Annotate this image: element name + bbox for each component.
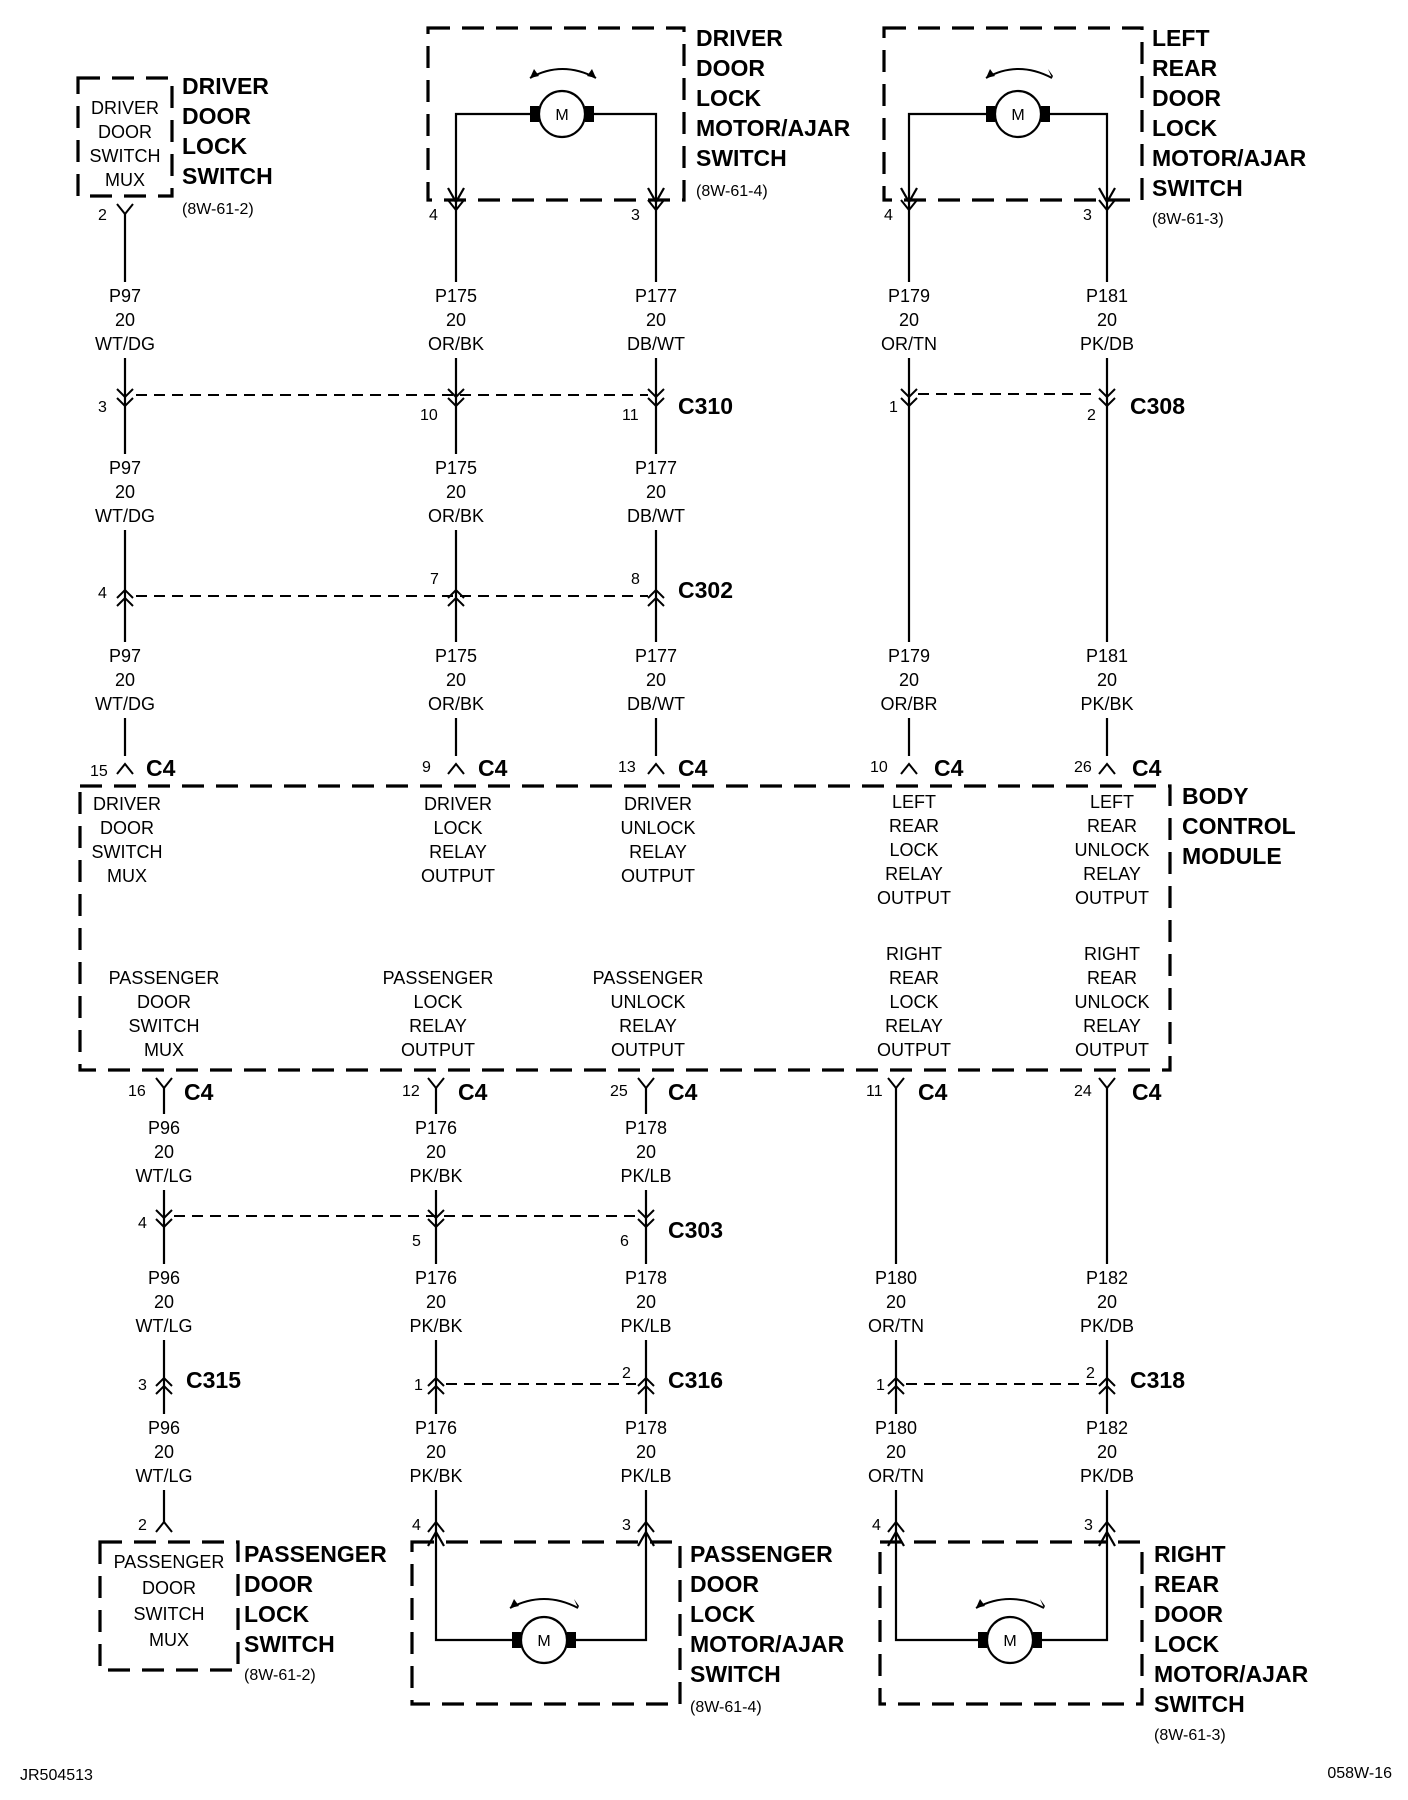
pin-number: 2 (138, 1517, 147, 1534)
wire-label (128, 1114, 200, 1190)
pin-number: 4 (884, 207, 893, 224)
bcm-output-label: SWITCH (128, 1016, 200, 1036)
driver-door-lock-switch (90, 73, 273, 218)
svg-text:P179: P179 (887, 646, 931, 666)
component-title: REAR (1152, 55, 1218, 81)
pin-number: 25 (610, 1083, 628, 1100)
svg-text:20: 20 (645, 670, 667, 690)
wire-label (620, 454, 692, 530)
pin-number: 3 (138, 1377, 147, 1394)
svg-text:OR/BR: OR/BR (880, 694, 938, 714)
svg-text:20: 20 (153, 1142, 175, 1162)
bcm-output-label: OUTPUT (611, 1040, 685, 1060)
bcm-output-label: LOCK (889, 840, 939, 860)
svg-text:P177: P177 (634, 286, 678, 306)
bcm-output-label: SWITCH (91, 842, 163, 862)
svg-text:OR/BK: OR/BK (427, 506, 485, 526)
svg-text:20: 20 (885, 1442, 907, 1462)
svg-text:P181: P181 (1085, 646, 1129, 666)
connector-label: C303 (668, 1217, 723, 1243)
pin-number: 3 (1084, 1517, 1093, 1534)
component-title: MOTOR/AJAR (1152, 145, 1307, 171)
bcm-output-label: PASSENGER (108, 968, 220, 988)
bcm-output-label: RELAY (429, 842, 487, 862)
connector-label: C4 (184, 1079, 214, 1105)
component-title: SWITCH (1152, 175, 1243, 201)
svg-text:PK/LB: PK/LB (620, 1166, 672, 1186)
component-title: REAR (1154, 1571, 1220, 1597)
component-title: SWITCH (696, 145, 787, 171)
svg-text:P96: P96 (147, 1418, 181, 1438)
component-ref: (8W-61-4) (696, 183, 768, 200)
wire-label (610, 1264, 682, 1340)
switch-inner-label: SWITCH (133, 1604, 205, 1624)
component-ref: (8W-61-2) (182, 201, 254, 218)
component-title: RIGHT (1154, 1541, 1226, 1567)
svg-text:DB/WT: DB/WT (627, 334, 685, 354)
bcm-output-label: LEFT (891, 792, 937, 812)
bcm-output-label: DOOR (100, 818, 154, 838)
switch-inner-label: MUX (149, 1630, 189, 1650)
component-title: LOCK (182, 133, 248, 159)
bcm-output-label: OUTPUT (621, 866, 695, 886)
svg-text:P178: P178 (624, 1268, 668, 1288)
bcm-output-label: UNLOCK (1074, 840, 1150, 860)
svg-text:P180: P180 (874, 1418, 918, 1438)
pin-number: 9 (422, 759, 431, 776)
bcm-output-label: UNLOCK (610, 992, 686, 1012)
bcm-output-label: OUTPUT (1075, 888, 1149, 908)
bcm-output-label: OUTPUT (421, 866, 495, 886)
component-ref: (8W-61-2) (244, 1667, 316, 1684)
component-title: LOCK (696, 85, 762, 111)
svg-text:20: 20 (445, 670, 467, 690)
svg-text:20: 20 (114, 482, 136, 502)
svg-text:P182: P182 (1085, 1418, 1129, 1438)
svg-text:WT/DG: WT/DG (95, 694, 155, 714)
component-title: SWITCH (1154, 1691, 1245, 1717)
component-title: SWITCH (182, 163, 273, 189)
svg-text:20: 20 (898, 670, 920, 690)
svg-text:WT/DG: WT/DG (95, 506, 155, 526)
svg-text:PK/BK: PK/BK (1080, 694, 1134, 714)
svg-text:OR/TN: OR/TN (868, 1466, 924, 1486)
bcm-output-label: RIGHT (886, 944, 942, 964)
pin-number: 3 (622, 1517, 631, 1534)
wire-label (860, 1414, 932, 1490)
svg-text:PK/BK: PK/BK (409, 1466, 463, 1486)
wire-label (128, 1414, 200, 1490)
bcm-output-label: REAR (888, 968, 940, 988)
svg-text:P177: P177 (634, 646, 678, 666)
footer-right-code: 058W-16 (1327, 1765, 1392, 1782)
svg-text:DB/WT: DB/WT (627, 694, 685, 714)
connector-label: C4 (668, 1079, 698, 1105)
bcm-output-label: DRIVER (423, 794, 493, 814)
driver-door-motor (448, 69, 664, 210)
connector-label: C302 (678, 577, 733, 603)
svg-text:P176: P176 (414, 1268, 458, 1288)
pin-number: 24 (1074, 1083, 1092, 1100)
wire-label (89, 642, 161, 718)
bcm-output-label: RELAY (1083, 1016, 1141, 1036)
wire-label (620, 282, 692, 358)
pin-numbers (90, 207, 1096, 1534)
svg-text:P178: P178 (624, 1418, 668, 1438)
pin-number: 11 (866, 1083, 883, 1100)
bcm-output-label: RELAY (885, 1016, 943, 1036)
bcm-output-label: DOOR (137, 992, 191, 1012)
svg-text:P96: P96 (147, 1118, 181, 1138)
pin-number: 7 (430, 571, 439, 588)
svg-text:OR/BK: OR/BK (427, 694, 485, 714)
svg-text:P178: P178 (624, 1118, 668, 1138)
svg-text:20: 20 (635, 1142, 657, 1162)
bcm-title: CONTROL (1182, 813, 1296, 839)
pin-number: 1 (889, 399, 898, 416)
left-rear-door-motor (901, 69, 1115, 210)
svg-text:OR/TN: OR/TN (881, 334, 937, 354)
wire-label (89, 282, 161, 358)
svg-text:20: 20 (645, 482, 667, 502)
svg-text:P175: P175 (434, 646, 478, 666)
svg-text:PK/BK: PK/BK (409, 1166, 463, 1186)
svg-text:20: 20 (635, 1292, 657, 1312)
bcm-output-label: UNLOCK (1074, 992, 1150, 1012)
pin-number: 4 (138, 1215, 147, 1232)
switch-inner-label: DRIVER (90, 98, 160, 118)
svg-text:20: 20 (425, 1292, 447, 1312)
wire-label (1071, 1414, 1143, 1490)
svg-text:20: 20 (885, 1292, 907, 1312)
connector-label: C4 (146, 755, 176, 781)
connector-label: C318 (1130, 1367, 1185, 1393)
pin-number: 2 (1087, 407, 1096, 424)
connector-label: C4 (678, 755, 708, 781)
wire-label (610, 1414, 682, 1490)
component-title: DOOR (182, 103, 251, 129)
bcm-title: BODY (1182, 783, 1249, 809)
bcm-output-label: DRIVER (623, 794, 693, 814)
svg-text:P175: P175 (434, 458, 478, 478)
wire-labels (89, 282, 1143, 1490)
pin-number: 4 (872, 1517, 881, 1534)
svg-text:PK/DB: PK/DB (1079, 1316, 1135, 1336)
connector-names (146, 393, 1185, 1393)
wire-label (873, 642, 945, 718)
svg-text:PK/BK: PK/BK (409, 1316, 463, 1336)
svg-text:DB/WT: DB/WT (627, 506, 685, 526)
component-title: SWITCH (690, 1661, 781, 1687)
bcm-output-label: DRIVER (92, 794, 162, 814)
svg-text:WT/DG: WT/DG (95, 334, 155, 354)
svg-text:20: 20 (114, 310, 136, 330)
bcm-output-label: PASSENGER (592, 968, 704, 988)
svg-text:PK/DB: PK/DB (1079, 1466, 1135, 1486)
connector-label: C4 (1132, 755, 1162, 781)
svg-text:20: 20 (153, 1442, 175, 1462)
component-title: DOOR (1154, 1601, 1223, 1627)
component-title: DOOR (696, 55, 765, 81)
bcm-output-label: RELAY (409, 1016, 467, 1036)
svg-text:P175: P175 (434, 286, 478, 306)
svg-text:PK/LB: PK/LB (620, 1466, 672, 1486)
body-control-module (92, 783, 1296, 1060)
svg-text:P97: P97 (108, 646, 142, 666)
component-title: PASSENGER (690, 1541, 833, 1567)
wire-label (420, 642, 492, 718)
bcm-output-label: OUTPUT (1075, 1040, 1149, 1060)
bcm-output-label: LOCK (889, 992, 939, 1012)
wire-label (1071, 1264, 1143, 1340)
wire-label (1071, 642, 1143, 718)
wire-label (610, 1114, 682, 1190)
pin-number: 3 (631, 207, 640, 224)
svg-text:P176: P176 (414, 1418, 458, 1438)
bcm-output-label: OUTPUT (401, 1040, 475, 1060)
bcm-output-label: RELAY (885, 864, 943, 884)
connector-links (136, 394, 1098, 1384)
svg-text:WT/LG: WT/LG (135, 1316, 193, 1336)
switch-inner-label: PASSENGER (113, 1552, 225, 1572)
pin-number: 2 (622, 1365, 631, 1382)
wire-label (89, 454, 161, 530)
footer-left-code: JR504513 (20, 1767, 93, 1784)
bcm-output-label: UNLOCK (620, 818, 696, 838)
pin-number: 26 (1074, 759, 1092, 776)
bcm-output-label: MUX (144, 1040, 184, 1060)
component-title: LOCK (1152, 115, 1218, 141)
switch-inner-label: MUX (105, 170, 145, 190)
bcm-output-label: RELAY (629, 842, 687, 862)
svg-text:20: 20 (114, 670, 136, 690)
svg-text:20: 20 (425, 1142, 447, 1162)
pin-number: 5 (412, 1233, 421, 1250)
svg-text:P180: P180 (874, 1268, 918, 1288)
pin-number: 11 (622, 407, 639, 424)
wire-label (128, 1264, 200, 1340)
connector-label: C316 (668, 1367, 723, 1393)
component-title: LEFT (1152, 25, 1210, 51)
passenger-door-lock-motor-text (690, 1541, 845, 1716)
connector-label: C4 (918, 1079, 948, 1105)
component-title: MOTOR/AJAR (1154, 1661, 1309, 1687)
switch-inner-label: SWITCH (89, 146, 161, 166)
connector-label: C4 (1132, 1079, 1162, 1105)
wire-label (873, 282, 945, 358)
switch-inner-label: DOOR (142, 1578, 196, 1598)
pin-number: 6 (620, 1233, 629, 1250)
component-title: LOCK (1154, 1631, 1220, 1657)
component-title: LOCK (690, 1601, 756, 1627)
pin-number: 1 (414, 1377, 423, 1394)
component-title: PASSENGER (244, 1541, 387, 1567)
bcm-output-label: OUTPUT (877, 888, 951, 908)
wire-label (1071, 282, 1143, 358)
wire-label (620, 642, 692, 718)
svg-text:P97: P97 (108, 458, 142, 478)
bcm-output-label: LOCK (413, 992, 463, 1012)
pin-number: 1 (876, 1377, 885, 1394)
pin-number: 13 (618, 759, 636, 776)
svg-text:20: 20 (1096, 1292, 1118, 1312)
wire-label (860, 1264, 932, 1340)
motor-symbol-label: M (537, 1633, 551, 1650)
svg-text:PK/DB: PK/DB (1079, 334, 1135, 354)
wire-label (420, 454, 492, 530)
pin-number: 4 (98, 585, 107, 602)
svg-text:20: 20 (445, 310, 467, 330)
component-title: LOCK (244, 1601, 310, 1627)
component-title: DRIVER (696, 25, 783, 51)
svg-text:20: 20 (1096, 1442, 1118, 1462)
pin-number: 12 (402, 1083, 420, 1100)
bcm-output-label: REAR (888, 816, 940, 836)
pin-number: 10 (420, 407, 438, 424)
component-ref: (8W-61-3) (1154, 1727, 1226, 1744)
pin-number: 4 (429, 207, 438, 224)
switch-inner-label: DOOR (98, 122, 152, 142)
wire-label (400, 1414, 472, 1490)
bcm-output-label: RELAY (619, 1016, 677, 1036)
svg-text:P181: P181 (1085, 286, 1129, 306)
svg-text:20: 20 (445, 482, 467, 502)
svg-text:OR/TN: OR/TN (868, 1316, 924, 1336)
svg-text:PK/LB: PK/LB (620, 1316, 672, 1336)
pin-number: 3 (1083, 207, 1092, 224)
right-rear-door-lock-motor-text (1154, 1541, 1309, 1744)
svg-text:P179: P179 (887, 286, 931, 306)
component-title: MOTOR/AJAR (690, 1631, 845, 1657)
svg-text:P182: P182 (1085, 1268, 1129, 1288)
bcm-output-label: REAR (1086, 816, 1138, 836)
left-rear-door-lock-motor-text (1152, 25, 1307, 228)
connector-label: C315 (186, 1367, 241, 1393)
component-ref: (8W-61-4) (690, 1699, 762, 1716)
component-title: SWITCH (244, 1631, 335, 1657)
component-title: DOOR (244, 1571, 313, 1597)
bcm-output-label: OUTPUT (877, 1040, 951, 1060)
svg-text:P177: P177 (634, 458, 678, 478)
connector-label: C308 (1130, 393, 1185, 419)
motor-symbol-label: M (555, 107, 569, 124)
svg-text:P176: P176 (414, 1118, 458, 1138)
connector-label: C4 (934, 755, 964, 781)
svg-text:OR/BK: OR/BK (427, 334, 485, 354)
pin-number: 8 (631, 571, 640, 588)
component-title: DRIVER (182, 73, 269, 99)
wire-label (400, 1264, 472, 1340)
bcm-output-label: RIGHT (1084, 944, 1140, 964)
pin-number: 15 (90, 763, 108, 780)
component-title: MOTOR/AJAR (696, 115, 851, 141)
component-ref: (8W-61-3) (1152, 211, 1224, 228)
svg-text:20: 20 (425, 1442, 447, 1462)
svg-text:20: 20 (1096, 670, 1118, 690)
motor-symbol-label: M (1003, 1633, 1017, 1650)
pin-number: 16 (128, 1083, 146, 1100)
component-title: DOOR (690, 1571, 759, 1597)
bcm-output-label: REAR (1086, 968, 1138, 988)
driver-door-lock-motor-text (696, 25, 851, 200)
wire-label (400, 1114, 472, 1190)
svg-text:20: 20 (898, 310, 920, 330)
bcm-output-label: LOCK (433, 818, 483, 838)
connector-label: C4 (478, 755, 508, 781)
pin-number: 10 (870, 759, 888, 776)
passenger-door-lock-switch (114, 1541, 387, 1684)
svg-text:20: 20 (1096, 310, 1118, 330)
motor-symbol-label: M (1011, 107, 1025, 124)
bcm-output-label: LEFT (1089, 792, 1135, 812)
pin-number: 2 (98, 207, 107, 224)
svg-text:P96: P96 (147, 1268, 181, 1288)
connector-label: C4 (458, 1079, 488, 1105)
pin-number: 3 (98, 399, 107, 416)
bcm-output-label: PASSENGER (382, 968, 494, 988)
svg-text:20: 20 (635, 1442, 657, 1462)
svg-text:20: 20 (153, 1292, 175, 1312)
svg-text:WT/LG: WT/LG (135, 1166, 193, 1186)
connector-label: C310 (678, 393, 733, 419)
component-title: DOOR (1152, 85, 1221, 111)
bcm-title: MODULE (1182, 843, 1282, 869)
svg-text:P97: P97 (108, 286, 142, 306)
pin-number: 2 (1086, 1365, 1095, 1382)
pin-number: 4 (412, 1517, 421, 1534)
svg-text:20: 20 (645, 310, 667, 330)
bcm-output-label: MUX (107, 866, 147, 886)
svg-text:WT/LG: WT/LG (135, 1466, 193, 1486)
wire-label (420, 282, 492, 358)
bcm-output-label: RELAY (1083, 864, 1141, 884)
